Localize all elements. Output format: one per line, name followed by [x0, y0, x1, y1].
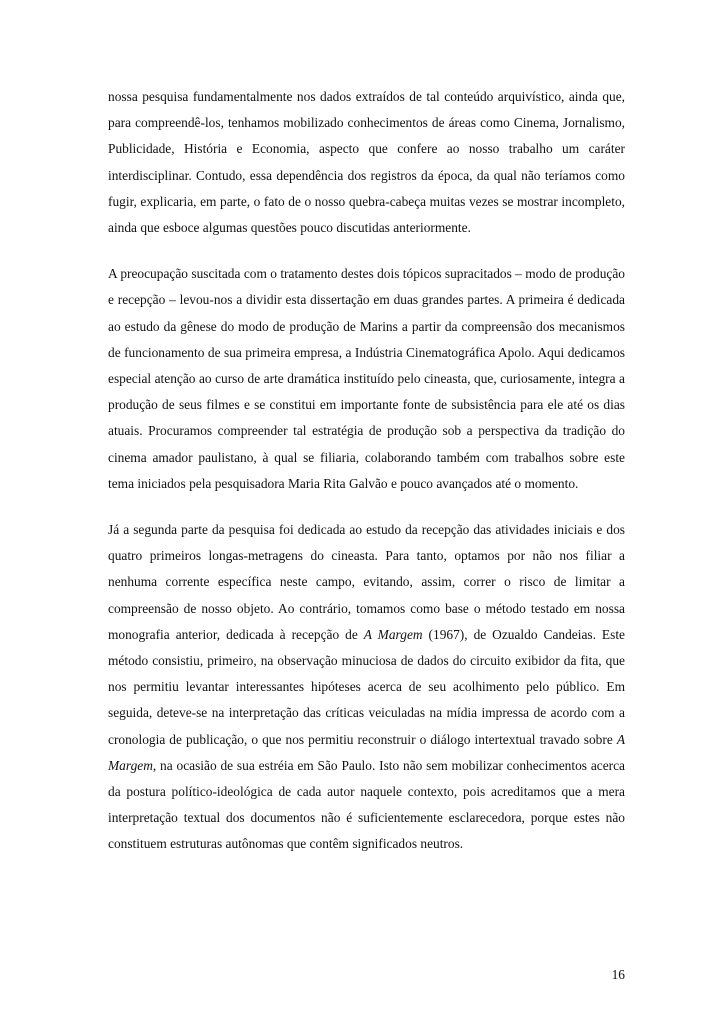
- paragraph-text: , na ocasião de sua estréia em São Paulo. Isto não sem mobilizar conhecimentos acerca da postura político-ideológica de cada autor naquele contexto, pois acreditamos que a mera interpretação textual dos documentos não é suficientemente esclarecedora, porque estes não constituem estruturas autônomas que contêm significados neutros.: [108, 757, 625, 852]
- paragraph-text: A preocupação suscitada com o tratamento destes dois tópicos supracitados – modo de produção e recepção – levou-nos a dividir esta dissertação em duas grandes partes. A primeira é dedicada ao estudo da gênese do modo de produção de Marins a partir da compreensão dos mecanismos de funcionamento de sua primeira empresa, a Indústria Cinematográfica Apolo. Aqui dedicamos especial atenção ao curso de arte dramática instituído pelo cineasta, que, curiosamente, integra a produção de seus filmes e se constitui em importante fonte de subsistência para ele até os dias atuais. Procuramos compreender tal estratégia de produção sob a perspectiva da tradição do cinema amador paulistano, à qual se filiaria, colaborando também com trabalhos sobre este tema iniciados pela pesquisadora Maria Rita Galvão e pouco avançados até o momento.: [108, 266, 625, 491]
- paragraph-1: [108, 84, 625, 241]
- paragraph-text: (1967), de Ozualdo Candeias. Este método consistiu, primeiro, na observação minuciosa de dados do circuito exibidor da fita, que nos permitiu levantar interessantes hipóteses acerca de seu acolhimento pelo público. Em seguida, deteve-se na interpretação das críticas veiculadas na mídia impressa de acordo com a cronologia de publicação, o que nos permitiu reconstruir o diálogo intertextual travado sobre: [108, 626, 625, 747]
- italic-title-text: A Margem: [363, 626, 423, 642]
- document-body: [108, 84, 625, 858]
- paragraph-text: nossa pesquisa fundamentalmente nos dados extraídos de tal conteúdo arquivístico, ainda que, para compreendê-los, tenhamos mobilizado conhecimentos de áreas como Cinema, Jornalismo, Publicidade, História e Economia, aspecto que confere ao nosso trabalho um caráter interdisciplinar. Contudo, essa dependência dos registros da época, da qual não teríamos como fugir, explicaria, em parte, o fato de o nosso quebra-cabeça muitas vezes se mostrar incompleto, ainda que esboce algumas questões pouco discutidas anteriormente.: [108, 89, 625, 236]
- page-number: 16: [611, 967, 625, 982]
- paragraph-2: [108, 261, 625, 497]
- italic-title-text: A Margem: [108, 731, 625, 773]
- paragraph-3: [108, 517, 625, 858]
- paragraph-text: Já a segunda parte da pesquisa foi dedicada ao estudo da recepção das atividades iniciais e dos quatro primeiros longas-metragens do cineasta. Para tanto, optamos por não nos filiar a nenhuma corrente específica neste campo, evitando, assim, correr o risco de limitar a compreensão de nosso objeto. Ao contrário, tomamos como base o método testado em nossa monografia anterior, dedicada à recepção de: [108, 522, 625, 642]
